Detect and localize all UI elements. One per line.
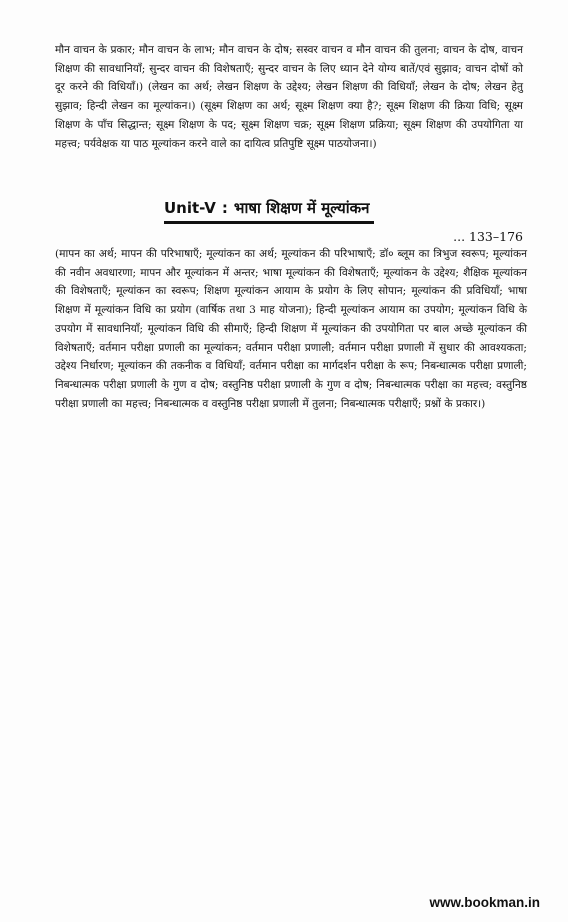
- unit-code: Unit-V: [164, 199, 216, 217]
- unit-title: भाषा शिक्षण में मूल्यांकन: [233, 199, 370, 217]
- unit-heading: [164, 196, 374, 220]
- reading-writing-microteaching-topics: मौन वाचन के प्रकार; मौन वाचन के लाभ; मौन वाचन के दोष; सस्वर वाचन व मौन वाचन की तुलना; वाचन के दोष, वाचन शिक्षण की सावधानियाँ; सुन्दर वाचन की विशेषताएँ; सुन्दर वाचन के लिए ध्यान देने योग्य बातें/एवं सुझाव; वाचन दोषों को दूर करने की विधियाँ।) (लेखन का अर्थ; लेखन शिक्षण के उद्देश्य; लेखन शिक्षण की विधियाँ; लेखन के दोष; लेखन हेतु सुझाव; हिन्दी लेखन का मूल्यांकन।) (सूक्ष्म शिक्षण का अर्थ; सूक्ष्म शिक्षण क्या है?; सूक्ष्म शिक्षण की क्रिया विधि; सूक्ष्म शिक्षण के पाँच सिद्धान्त; सूक्ष्म शिक्षण के पद; सूक्ष्म शिक्षण चक्र; सूक्ष्म शिक्षण प्रक्रिया; सूक्ष्म शिक्षण की उपयोगिता या महत्त्व; पर्यवेक्षक या पाठ मूल्यांकन करने वाले का दायित्व प्रतिपुष्टि सूक्ष्म पाठयोजना।): [55, 44, 523, 150]
- publisher-website: www.bookman.in: [429, 895, 540, 910]
- unit-separator: :: [221, 199, 228, 217]
- evaluation-topics: (मापन का अर्थ; मापन की परिभाषाएँ; मूल्यांकन का अर्थ; मूल्यांकन की परिभाषाएँ; डॉ० ब्लूम का त्रिभुज स्वरूप; मूल्यांकन की नवीन अवधारणा; मापन और मूल्यांकन में अन्तर; भाषा मूल्यांकन की विशेषताएँ; मूल्यांकन के उद्देश्य; शैक्षिक मूल्यांकन की विशेषताएँ; मूल्यांकन का स्वरूप; शिक्षण मूल्यांकन आयाम के प्रयोग के लिए सोपान; मूल्यांकन की प्रविधियाँ; भाषा शिक्षण में मूल्यांकन विधि का प्रयोग (वार्षिक तथा 3 माह योजना); हिन्दी मूल्यांकन आयाम का उपयोग; मूल्यांकन विधि के उपयोग में सावधानियाँ; मूल्यांकन विधि की सीमाएँ; हिन्दी शिक्षण में मूल्यांकन की उपयोगिता पर बाल अच्छे मूल्यांकन की विशेषताएँ; वर्तमान परीक्षा प्रणाली का मूल्यांकन; वर्तमान परीक्षा प्रणाली; वर्तमान परीक्षा प्रणाली में सुधार की आवश्यकता; उद्देश्य निर्धारण; मूल्यांकन की तकनीक व विधियाँ; वर्तमान परीक्षा का मार्गदर्शन परीक्षा के रूप; निबन्धात्मक परीक्षा प्रणाली; निबन्धात्मक परीक्षा प्रणाली के गुण व दोष; वस्तुनिष्ठ परीक्षा प्रणाली के गुण व दोष; निबन्धात्मक परीक्षा का महत्त्व; वस्तुनिष्ठ परीक्षा प्रणाली का महत्त्व; निबन्धात्मक व वस्तुनिष्ठ परीक्षा प्रणाली में तुलना; निबन्धात्मक परीक्षाएँ; प्रश्नों के प्रकार।): [55, 248, 527, 410]
- unit-heading-underline: [164, 221, 374, 224]
- page-range: ... 133–176: [453, 229, 523, 244]
